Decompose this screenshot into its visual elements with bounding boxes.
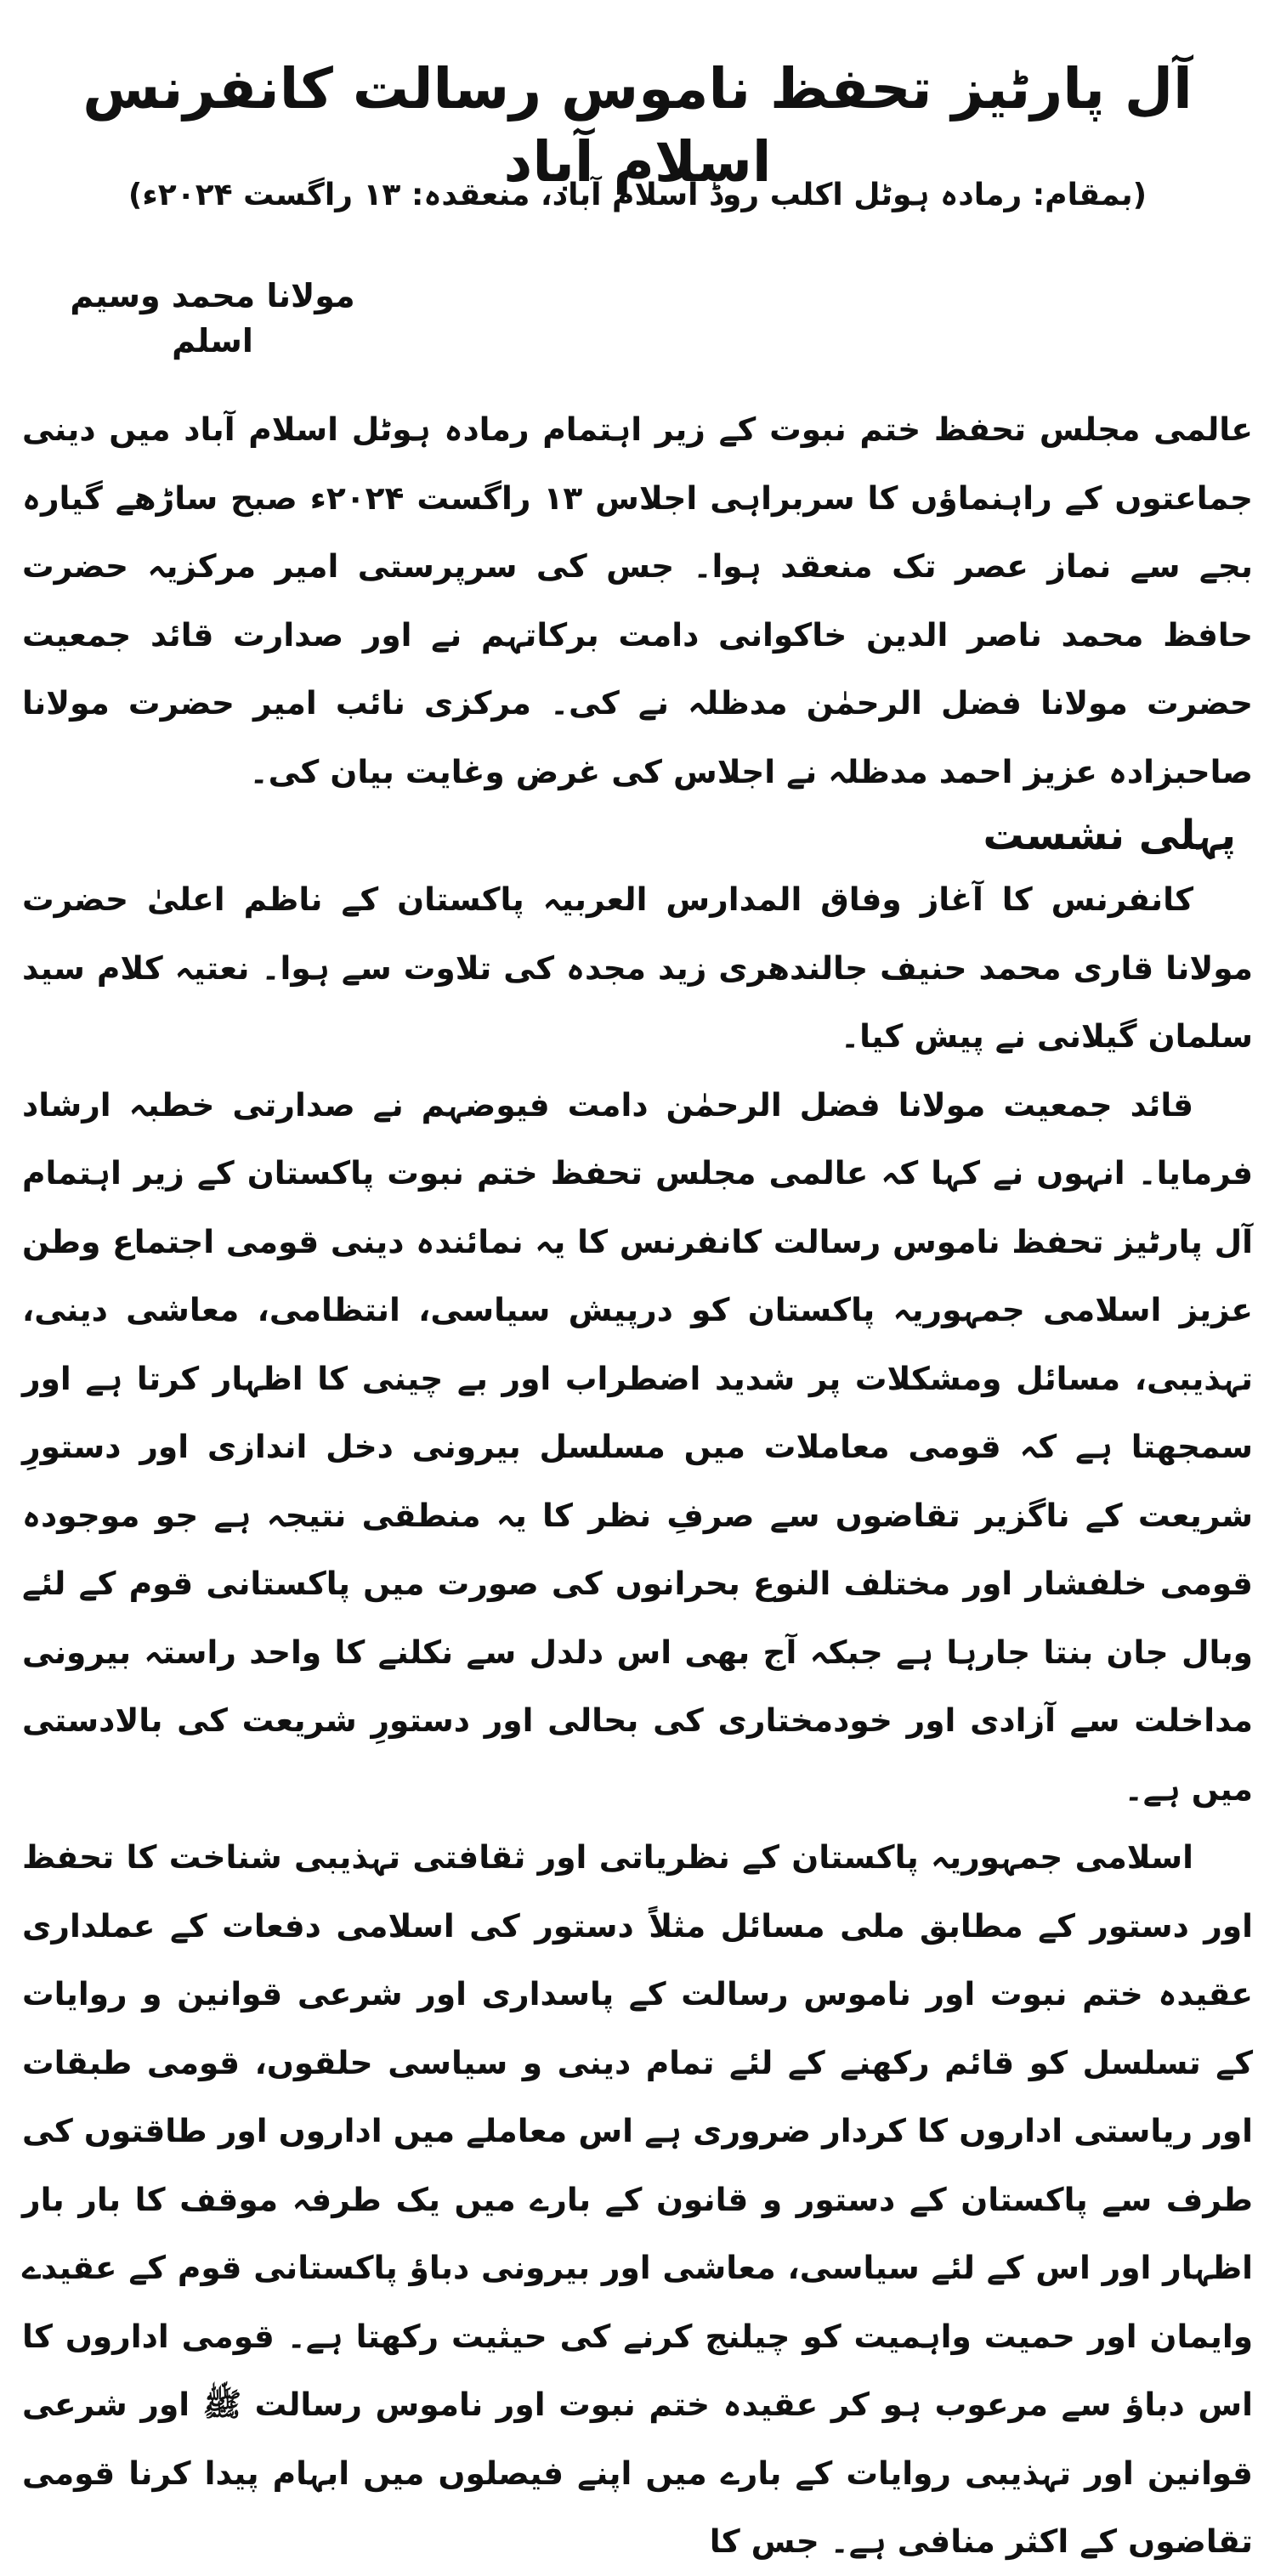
page-title: آل پارٹیز تحفظ ناموس رسالت کانفرنس اسلام آباد (82, 56, 1193, 195)
article-body (22, 395, 1253, 2576)
section-heading: پہلی نشست (983, 812, 1236, 859)
section-paragraph: اسلامی جمہوریہ پاکستان کے نظریاتی اور ثقافتی تہذیبی شناخت کا تحفظ اور دستور کے مطابق ملی مسائل مثلاً دستور کی اسلامی دفعات کے عملداری عقیدہ ختم نبوت اور ناموس رسالت کے پاسداری اور شرعی قوانین و روایات کے تسلسل کو قائم رکھنے کے لئے تمام دینی و سیاسی حلقوں، قومی طبقات اور ریاستی اداروں کا کردار ضروری ہے اس معاملے میں اداروں اور طاقتوں کی طرف سے پاکستان کے دستور و قانون کے بارے میں یک طرفہ موقف کا بار بار اظہار اور اس کے لئے سیاسی، معاشی اور بیرونی دباؤ پاکستانی قوم کے عقیدے وایمان اور حمیت واہمیت کو چیلنج کرنے کی حیثیت رکھتا ہے۔ قومی اداروں کا اس دباؤ سے مرعوب ہو کر عقیدہ ختم نبوت اور ناموس رسالت ﷺ اور شرعی قوانین اور تہذیبی روایات کے بارے میں اپنے فیصلوں میں ابہام پیدا کرنا قومی تقاضوں کے اکثر منافی ہے۔ جس کا (22, 1838, 1253, 2560)
author-name: مولانا محمد وسیم اسلم (70, 277, 355, 360)
section-paragraph: کانفرنس کا آغاز وفاق المدارس العربیہ پاکستان کے ناظم اعلیٰ حضرت مولانا قاری محمد حنیف جالندھری زید مجدہ کی تلاوت سے ہوا۔ نعتیہ کلام سید سلمان گیلانی نے پیش کیا۔ (22, 880, 1253, 1055)
section-paragraph: قائد جمعیت مولانا فضل الرحمٰن دامت فیوضہم نے صدارتی خطبہ ارشاد فرمایا۔ انہوں نے کہا کہ عالمی مجلس تحفظ ختم نبوت پاکستان کے زیر اہتمام آل پارٹیز تحفظ ناموس رسالت کانفرنس کا یہ نمائندہ دینی قومی اجتماع وطن عزیز اسلامی جمہوریہ پاکستان کو درپیش سیاسی، انتظامی، معاشی دینی، تہذیبی، مسائل ومشکلات پر شدید اضطراب اور بے چینی کا اظہار کرتا ہے اور سمجھتا ہے کہ قومی معاملات میں مسلسل بیرونی دخل اندازی اور دستورِ شریعت کے ناگزیر تقاضوں سے صرفِ نظر کا یہ منطقی نتیجہ ہے جو موجودہ قومی خلفشار اور مختلف النوع بحرانوں کی صورت میں پاکستانی قوم کے لئے وبال جان بنتا جارہا ہے جبکہ آج بھی اس دلدل سے نکلنے کا واحد راستہ بیرونی مداخلت سے آزادی اور خودمختاری کی بحالی اور دستورِ شریعت کی بالادستی میں ہے۔ (22, 1085, 1253, 1808)
venue-subtitle: (بمقام: رمادہ ہوٹل اکلب روڈ اسلام آباد، منعقدہ: ۱۳ راگست ۲۰۲۴ء) (128, 178, 1148, 212)
intro-paragraph: عالمی مجلس تحفظ ختم نبوت کے زیر اہتمام رمادہ ہوٹل اسلام آباد میں دینی جماعتوں کے راہنماؤں کا سربراہی اجلاس ۱۳ راگست ۲۰۲۴ء صبح ساڑھے گیارہ بجے سے نماز عصر تک منعقد ہوا۔ جس کی سرپرستی امیر مرکزیہ حضرت حافظ محمد ناصر الدین خاکوانی دامت برکاتہم نے اور صدارت قائد جمعیت حضرت مولانا فضل الرحمٰن مدظلہ نے کی۔ مرکزی نائب امیر حضرت مولانا صاحبزادہ عزیز احمد مدظلہ نے اجلاس کی غرض وغایت بیان کی۔ (22, 410, 1254, 790)
